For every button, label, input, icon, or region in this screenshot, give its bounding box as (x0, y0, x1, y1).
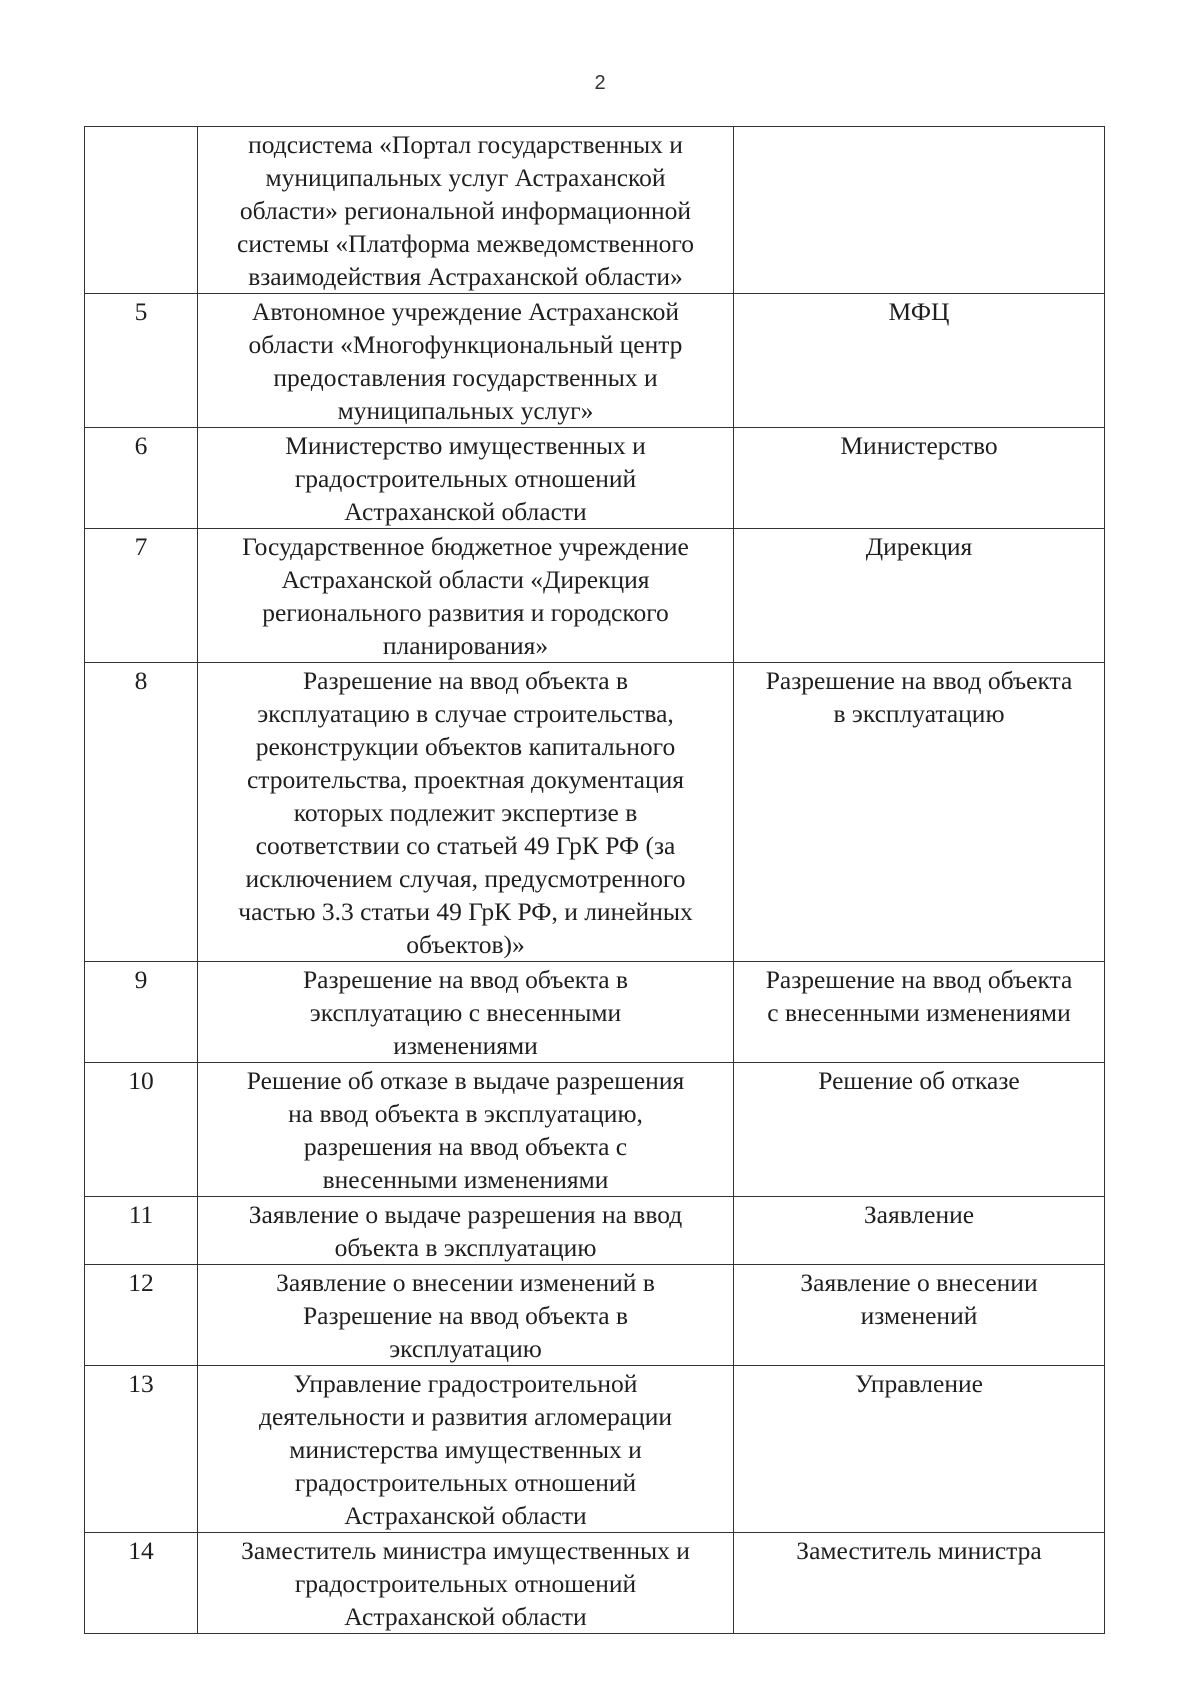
short-name-cell (734, 127, 1105, 294)
row-number: 9 (134, 965, 148, 994)
full-name-cell (198, 294, 734, 428)
row-number-cell (85, 1063, 198, 1197)
full-name-cell (198, 127, 734, 294)
short-name: Министерство (840, 431, 998, 460)
table-row (85, 1197, 1105, 1265)
full-name: Разрешение на ввод объекта в эксплуатацию в случае строительства, реконструкции объектов капитального строительства, проектная документация которых подлежит экспертизе в соответствии со статьей 49 ГрК РФ (за исключением случая, предусмотренного частью 3.3 статьи 49 ГрК РФ, и линейных объектов)» (238, 666, 693, 959)
full-name: Заявление о внесении изменений в Разрешение на ввод объекта в эксплуатацию (276, 1268, 655, 1363)
full-name-cell (198, 962, 734, 1063)
short-name: Заявление о внесении изменений (800, 1268, 1038, 1330)
short-name: МФЦ (888, 297, 950, 326)
full-name-cell (198, 1366, 734, 1533)
short-name-cell (734, 1197, 1105, 1265)
full-name-cell (198, 1063, 734, 1197)
full-name: Заместитель министра имущественных и градостроительных отношений Астраханской области (241, 1536, 690, 1631)
table-row (85, 962, 1105, 1063)
table-row (85, 529, 1105, 663)
short-name: Заместитель министра (796, 1536, 1042, 1565)
row-number: 14 (128, 1536, 154, 1565)
row-number: 5 (134, 297, 148, 326)
row-number: 8 (134, 666, 148, 695)
short-name-cell (734, 529, 1105, 663)
abbreviations-table (84, 126, 1105, 1634)
short-name: Заявление (863, 1200, 975, 1229)
row-number-cell (85, 127, 198, 294)
full-name: Министерство имущественных и градостроительных отношений Астраханской области (285, 431, 646, 526)
short-name-cell (734, 1063, 1105, 1197)
row-number: 10 (128, 1066, 154, 1095)
table-body (85, 127, 1105, 1634)
table-row (85, 1533, 1105, 1634)
full-name-cell (198, 663, 734, 962)
full-name-cell (198, 428, 734, 529)
full-name: Управление градостроительной деятельности и развития агломерации министерства имущественных и градостроительных отношений Астраханской области (258, 1369, 673, 1530)
short-name: Дирекция (865, 532, 973, 561)
row-number-cell (85, 529, 198, 663)
table-row (85, 1366, 1105, 1533)
row-number-cell (85, 428, 198, 529)
short-name-cell (734, 428, 1105, 529)
table-row (85, 294, 1105, 428)
full-name: Решение об отказе в выдаче разрешения на ввод объекта в эксплуатацию, разрешения на ввод объекта с внесенными изменениями (246, 1066, 685, 1194)
full-name-cell (198, 529, 734, 663)
short-name-cell (734, 663, 1105, 962)
row-number-cell (85, 1265, 198, 1366)
short-name-cell (734, 1366, 1105, 1533)
short-name: Разрешение на ввод объекта в эксплуатацию (765, 666, 1073, 728)
full-name-cell (198, 1265, 734, 1366)
short-name-cell (734, 1265, 1105, 1366)
short-name-cell (734, 294, 1105, 428)
full-name-cell (198, 1197, 734, 1265)
full-name: Автономное учреждение Астраханской области «Многофункциональный центр предоставления государственных и муниципальных услуг» (248, 297, 683, 425)
row-number: 6 (134, 431, 148, 460)
row-number: 12 (128, 1268, 154, 1297)
short-name: Разрешение на ввод объекта с внесенными изменениями (765, 965, 1073, 1027)
page-number: 2 (594, 72, 606, 94)
table-row (85, 663, 1105, 962)
short-name: Управление (855, 1369, 983, 1398)
full-name: Государственное бюджетное учреждение Астраханской области «Дирекция регионального развития и городского планирования» (242, 532, 689, 660)
table-row (85, 428, 1105, 529)
row-number-cell (85, 663, 198, 962)
full-name-cell (198, 1533, 734, 1634)
full-name: Разрешение на ввод объекта в эксплуатацию с внесенными изменениями (302, 965, 629, 1060)
full-name: Заявление о выдаче разрешения на ввод объекта в эксплуатацию (248, 1200, 683, 1262)
table-row (85, 1063, 1105, 1197)
row-number-cell (85, 962, 198, 1063)
row-number-cell (85, 1533, 198, 1634)
row-number-cell (85, 1197, 198, 1265)
row-number: 11 (128, 1200, 154, 1229)
row-number-cell (85, 1366, 198, 1533)
table-row (85, 127, 1105, 294)
table-row (85, 1265, 1105, 1366)
full-name: подсистема «Портал государственных и муниципальных услуг Астраханской области» региональной информационной системы «Платформа межведомственного взаимодействия Астраханской области» (237, 130, 694, 291)
row-number-cell (85, 294, 198, 428)
row-number: 13 (128, 1369, 154, 1398)
short-name-cell (734, 962, 1105, 1063)
short-name-cell (734, 1533, 1105, 1634)
row-number: 7 (134, 532, 148, 561)
short-name: Решение об отказе (818, 1066, 1020, 1095)
